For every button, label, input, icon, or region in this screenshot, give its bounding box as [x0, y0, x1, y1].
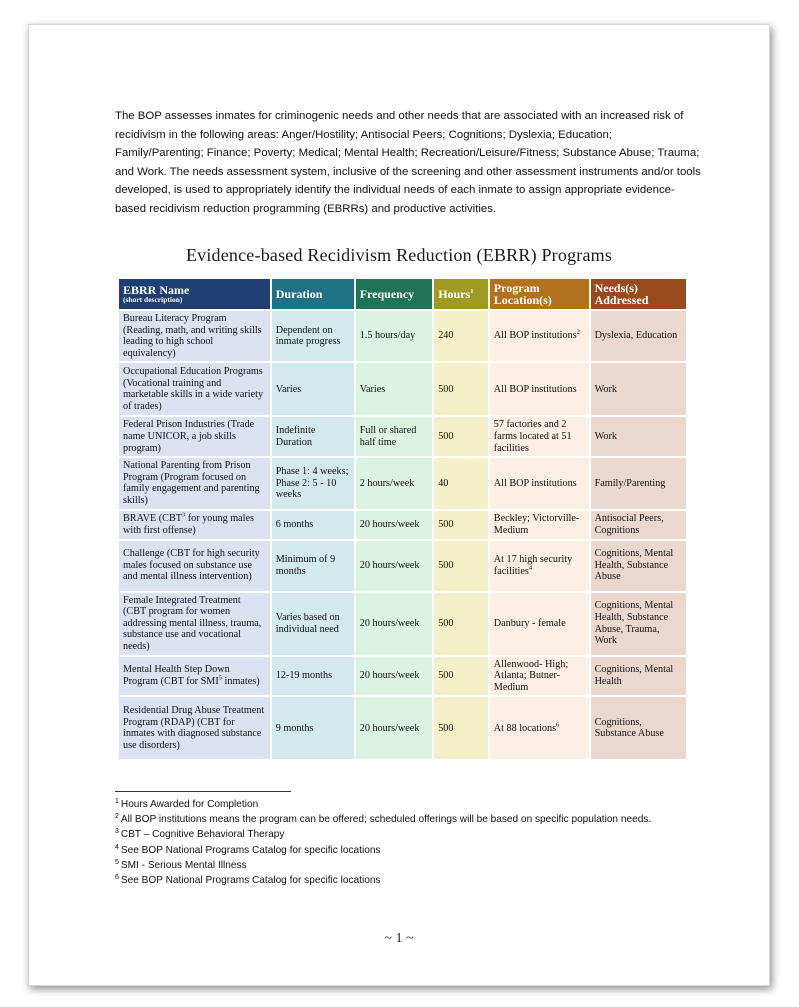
table-header-row [119, 279, 686, 309]
needs-value: Work [594, 430, 617, 442]
hours-value: 500 [438, 722, 454, 734]
location-value: All BOP institutions [493, 477, 577, 489]
program-name-cont: for young males with first offense) [123, 512, 254, 536]
location-value: At 17 high security facilities [493, 553, 573, 577]
program-name: Female Integrated Treatment (CBT program for women addressing mental illness, trauma, substance use and vocational needs) [123, 594, 262, 652]
needs-value: Work [594, 383, 617, 395]
cell-ebrr-name [119, 697, 270, 759]
table-row [119, 311, 686, 361]
cell-hours [434, 363, 488, 415]
frequency-value: 2 hours/week [359, 477, 415, 489]
cell-needs [591, 417, 686, 456]
location-value: All BOP institutions [493, 330, 577, 342]
hours-value: 500 [438, 518, 454, 530]
cell-ebrr-name [119, 593, 270, 655]
footnote-ref: 3 [181, 511, 186, 519]
program-name: Occupational Education Programs (Vocational training and marketable skills in a wide variety of trades) [123, 366, 264, 412]
cell-needs [591, 511, 686, 539]
duration-value: Varies based on individual need [275, 611, 340, 635]
header-hours-sup: 1 [470, 288, 474, 295]
hours-value: 40 [438, 477, 449, 489]
footnote-number: 1 [115, 798, 119, 805]
cell-duration [272, 593, 354, 655]
hours-value: 500 [438, 430, 454, 442]
duration-value: 6 months [275, 518, 314, 530]
page-number: ~ 1 ~ [384, 931, 414, 946]
cell-ebrr-name [119, 311, 270, 361]
header-duration: Duration [272, 279, 354, 309]
footnote-text: CBT – Cognitive Behavioral Therapy [120, 829, 285, 841]
cell-hours [434, 417, 488, 456]
header-hours [434, 279, 488, 309]
program-name-cont: inmates) [222, 675, 260, 687]
location-value: Beckley; Victorville-Medium [493, 512, 580, 536]
cell-ebrr-name [119, 363, 270, 415]
needs-value: Family/Parenting [594, 477, 666, 489]
footnote-item [115, 797, 705, 812]
cell-location [490, 697, 589, 759]
cell-location [490, 593, 589, 655]
header-needs: Needs(s) Addressed [591, 279, 686, 309]
footnotes [115, 797, 705, 888]
footnote-item [115, 827, 705, 842]
footnote-number: 4 [115, 843, 119, 851]
cell-location [490, 417, 589, 456]
hours-value: 500 [438, 559, 454, 571]
footnote-ref: 6 [556, 721, 560, 729]
header-name-sub: (short description) [123, 295, 183, 304]
duration-value: Varies [275, 383, 302, 395]
table-row [119, 417, 686, 456]
footnote-item [115, 858, 705, 873]
cell-needs [591, 697, 686, 759]
cell-ebrr-name [119, 417, 270, 456]
needs-value: Cognitions, Substance Abuse [594, 716, 664, 740]
duration-value: Phase 1: 4 weeks; Phase 2: 5 - 10 weeks [275, 465, 349, 501]
needs-value: Dyslexia, Education [594, 330, 678, 342]
cell-frequency [356, 697, 432, 759]
cell-frequency [356, 511, 432, 539]
cell-hours [434, 593, 488, 655]
footnote-text: Hours Awarded for Completion [120, 799, 259, 810]
frequency-value: 20 hours/week [359, 722, 420, 734]
cell-hours [434, 311, 488, 361]
cell-duration [272, 511, 354, 539]
program-name: BRAVE (CBT [123, 512, 182, 524]
cell-needs [591, 541, 686, 591]
needs-value: Cognitions, Mental Health [594, 664, 674, 687]
frequency-value: Varies [359, 383, 386, 395]
needs-value: Cognitions, Mental Health, Substance Abuse [594, 548, 674, 583]
table-body [119, 311, 686, 759]
header-name-label: EBRR Name [123, 283, 190, 297]
intro-paragraph: The BOP assesses inmates for criminogenic needs and other needs that are associated with an increased risk of recidivism in the following areas: Anger/Hostility; Antisocial Peers; Cognitions; Dyslexia; Education; Family/Parenting; Finance; Poverty; Medical; Mental Health; Recreation/Leisure/Fitness; Substance Abuse; Trauma; and Work. The needs assessment system, inclusive of the screening and other assessment instruments and/or tools developed, is used to appropriately identify the individual needs of each inmate to assign appropriate evidence-based recidivism reduction programming (EBRRs) and productive activities. [115, 110, 701, 215]
duration-value: Indefinite Duration [275, 425, 316, 448]
footnote-ref: 4 [528, 564, 533, 572]
footnote-number: 6 [115, 874, 119, 882]
footnote-number: 3 [115, 828, 119, 836]
frequency-value: Full or shared half time [359, 425, 417, 448]
cell-location [490, 311, 589, 361]
cell-needs [591, 363, 686, 415]
header-hours-label: Hours [438, 287, 471, 301]
footnote-number: 5 [115, 858, 119, 866]
cell-frequency [356, 458, 432, 508]
cell-duration [272, 311, 354, 361]
cell-duration [272, 363, 354, 415]
cell-hours [434, 511, 488, 539]
duration-value: 9 months [275, 722, 314, 734]
program-name: Residential Drug Abuse Treatment Program (RDAP) (CBT for inmates with diagnosed substance use disorders) [123, 705, 265, 751]
location-value: 57 factories and 2 farms located at 51 facilities [493, 419, 572, 454]
cell-frequency [356, 541, 432, 591]
footnote-text: See BOP National Programs Catalog for specific locations [120, 844, 381, 856]
document-page [28, 24, 770, 986]
cell-needs [591, 657, 686, 696]
program-name: Bureau Literacy Program (Reading, math, and writing skills leading to high school equivalency) [123, 313, 262, 359]
footnote-number: 2 [115, 813, 119, 821]
header-frequency: Frequency [356, 279, 432, 309]
cell-duration [272, 657, 354, 696]
table-row [119, 541, 686, 591]
location-value: At 88 locations [493, 722, 557, 734]
needs-value: Cognitions, Mental Health, Substance Abuse, Trauma, Work [594, 600, 674, 647]
frequency-value: 1.5 hours/day [359, 330, 416, 342]
cell-frequency [356, 657, 432, 696]
cell-ebrr-name [119, 511, 270, 539]
cell-frequency [356, 593, 432, 655]
footnote-ref: 5 [218, 674, 222, 682]
table-title: Evidence-based Recidivism Reduction (EBRR) Programs [185, 245, 613, 265]
cell-hours [434, 458, 488, 508]
location-value: Danbury - female [493, 617, 566, 629]
frequency-value: 20 hours/week [359, 559, 420, 571]
duration-value: Minimum of 9 months [275, 553, 336, 577]
footnote-divider [115, 791, 291, 792]
location-value: Allenwood- High; Atlanta; Butner- Medium [493, 658, 569, 693]
table-row [119, 593, 686, 655]
hours-value: 500 [438, 670, 454, 682]
table-row [119, 511, 686, 539]
program-name: National Parenting from Prison Program (Program focused on family engagement and parenting skills) [123, 460, 260, 506]
frequency-value: 20 hours/week [359, 670, 420, 682]
ebrr-programs-table [117, 277, 688, 761]
table-row [119, 697, 686, 759]
cell-needs [591, 458, 686, 508]
cell-location [490, 657, 589, 696]
cell-location [490, 363, 589, 415]
needs-value: Antisocial Peers, Cognitions [594, 512, 664, 536]
hours-value: 500 [438, 383, 454, 395]
table-row [119, 363, 686, 415]
frequency-value: 20 hours/week [359, 617, 420, 629]
cell-frequency [356, 311, 432, 361]
duration-value: Dependent on inmate progress [275, 324, 341, 348]
footnote-item [115, 812, 705, 827]
frequency-value: 20 hours/week [359, 518, 420, 530]
cell-needs [591, 311, 686, 361]
cell-ebrr-name [119, 657, 270, 696]
footnote-item [115, 843, 705, 858]
cell-ebrr-name [119, 541, 270, 591]
cell-hours [434, 697, 488, 759]
cell-frequency [356, 417, 432, 456]
cell-duration [272, 697, 354, 759]
table-row [119, 657, 686, 696]
footnote-item [115, 873, 705, 888]
footnote-text: See BOP National Programs Catalog for specific locations [120, 875, 381, 887]
program-name: Federal Prison Industries (Trade name UNICOR, a job skills program) [123, 419, 255, 454]
cell-hours [434, 657, 488, 696]
program-name: Challenge (CBT for high security males focused on substance use and mental illness intervention) [123, 548, 260, 583]
duration-value: 12-19 months [275, 670, 333, 682]
cell-duration [272, 458, 354, 508]
program-name: Mental Health Step Down Program (CBT for SMI [123, 664, 230, 687]
header-ebrr-name [119, 279, 270, 309]
cell-location [490, 541, 589, 591]
cell-frequency [356, 363, 432, 415]
footnote-text: All BOP institutions means the program can be offered; scheduled offerings will be based on specific population needs. [120, 814, 652, 826]
hours-value: 500 [438, 617, 454, 629]
footnote-ref: 2 [576, 329, 580, 336]
location-value: All BOP institutions [493, 383, 577, 395]
cell-hours [434, 541, 488, 591]
cell-location [490, 458, 589, 508]
cell-duration [272, 541, 354, 591]
cell-needs [591, 593, 686, 655]
header-location: Program Location(s) [490, 279, 589, 309]
hours-value: 240 [438, 330, 454, 342]
cell-duration [272, 417, 354, 456]
cell-location [490, 511, 589, 539]
table-row [119, 458, 686, 508]
cell-ebrr-name [119, 458, 270, 508]
footnote-text: SMI - Serious Mental Illness [120, 859, 247, 871]
